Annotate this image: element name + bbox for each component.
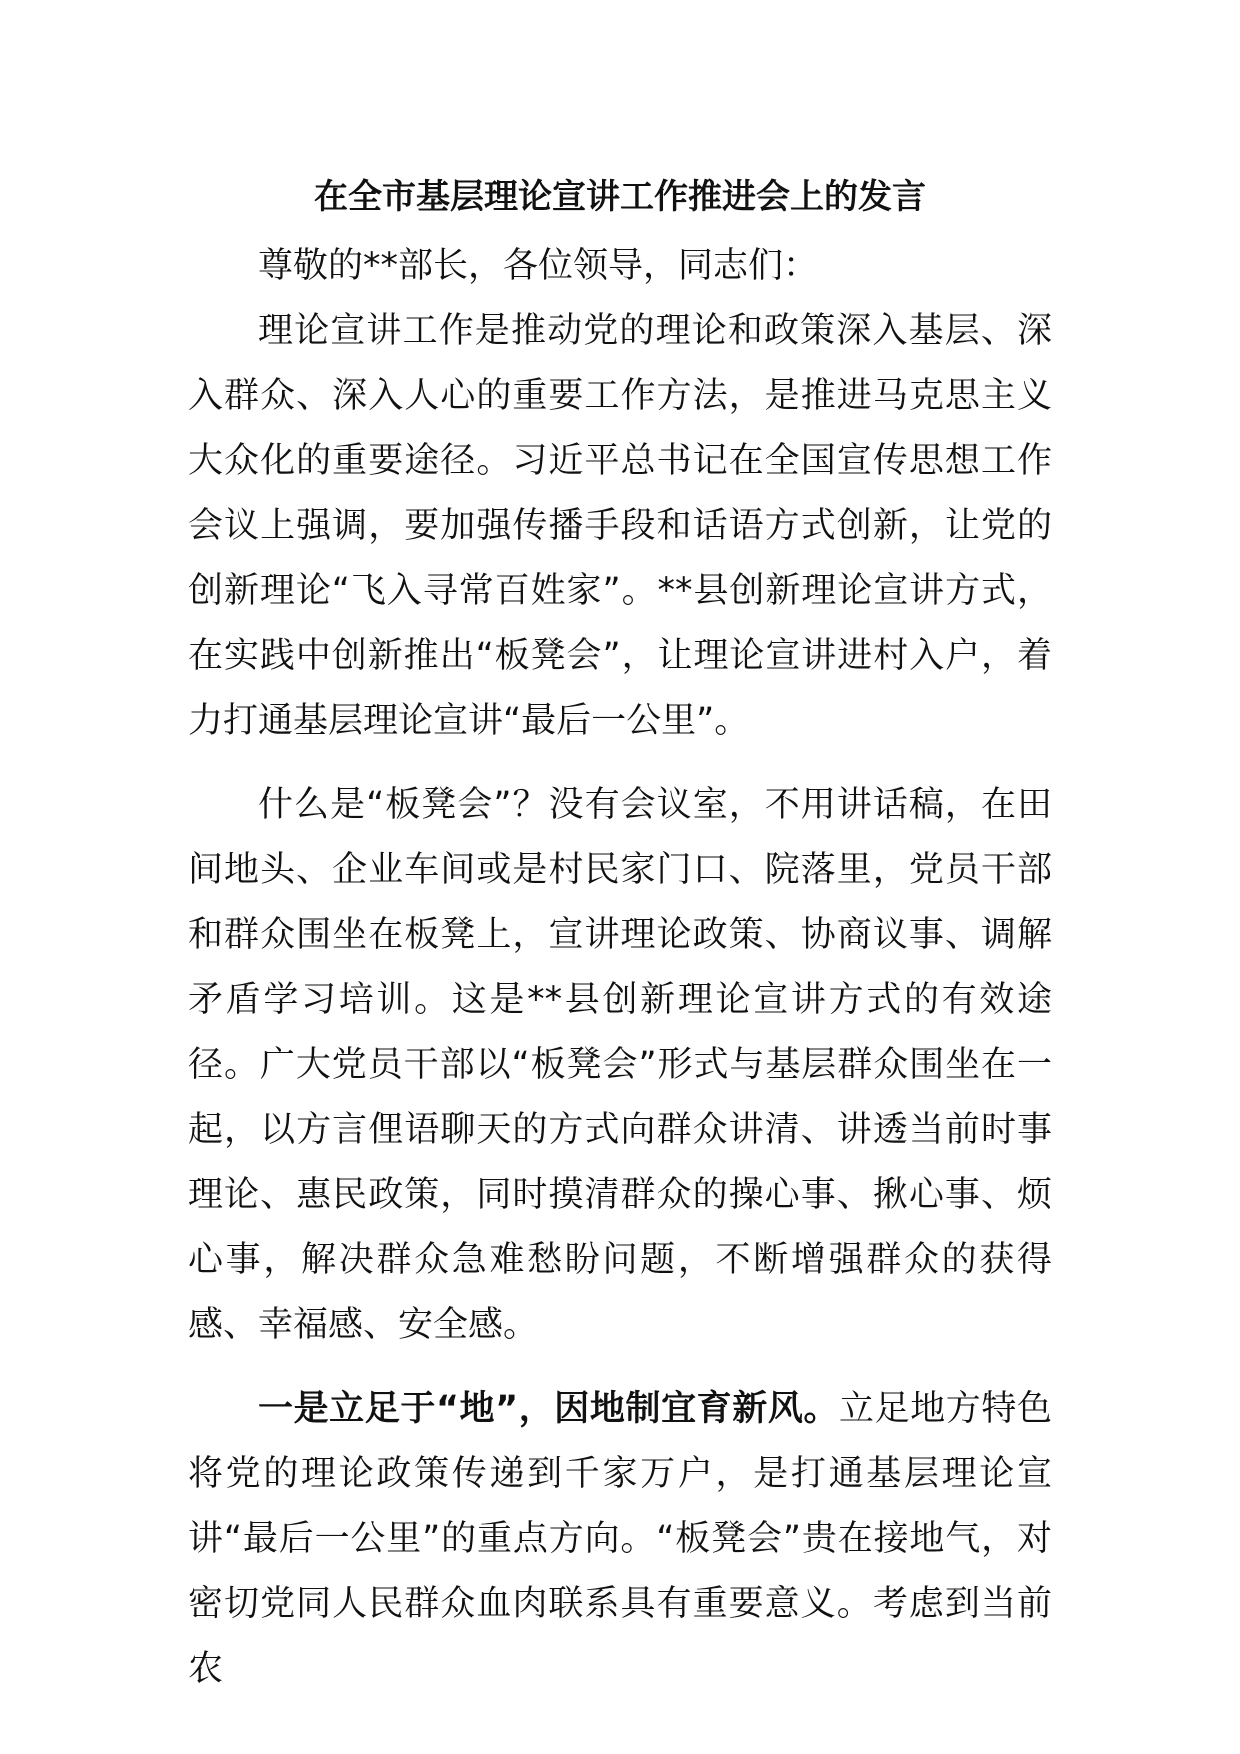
paragraph-3 (188, 1377, 1052, 1702)
salutation: 尊敬的**部长，各位领导，同志们： (258, 246, 819, 286)
paragraph-1: 理论宣讲工作是推动党的理论和政策深入基层、深入群众、深入人心的重要工作方法，是推进马克思主义大众化的重要途径。习近平总书记在全国宣传思想工作会议上强调，要加强传播手段和话语方式创新，让党的创新理论“飞入寻常百姓家”。**县创新理论宣讲方式，在实践中创新推出“板凳会”，让理论宣讲进村入户，着力打通基层理论宣讲“最后一公里”。 (188, 311, 1052, 741)
document-body (188, 234, 1052, 1702)
paragraph-2: 什么是“板凳会”？没有会议室，不用讲话稿，在田间地头、企业车间或是村民家门口、院落里，党员干部和群众围坐在板凳上，宣讲理论政策、协商议事、调解矛盾学习培训。这是**县创新理论宣讲方式的有效途径。广大党员干部以“板凳会”形式与基层群众围坐在一起，以方言俚语聊天的方式向群众讲清、讲透当前时事理论、惠民政策，同时摸清群众的操心事、揪心事、烦心事，解决群众急难愁盼问题，不断增强群众的获得感、幸福感、安全感。 (188, 785, 1052, 1345)
document-title: 在全市基层理论宣讲工作推进会上的发言 (314, 177, 926, 217)
paragraph-3-lead: 一是立足于“地”，因地制宜育新风。 (258, 1389, 840, 1429)
paragraph-3-text: 立足地方特色将党的理论政策传递到千家万户，是打通基层理论宣讲“最后一公里”的重点方向。“板凳会”贵在接地气，对密切党同人民群众血肉联系具有重要意义。考虑到当前农 (188, 1389, 1053, 1689)
